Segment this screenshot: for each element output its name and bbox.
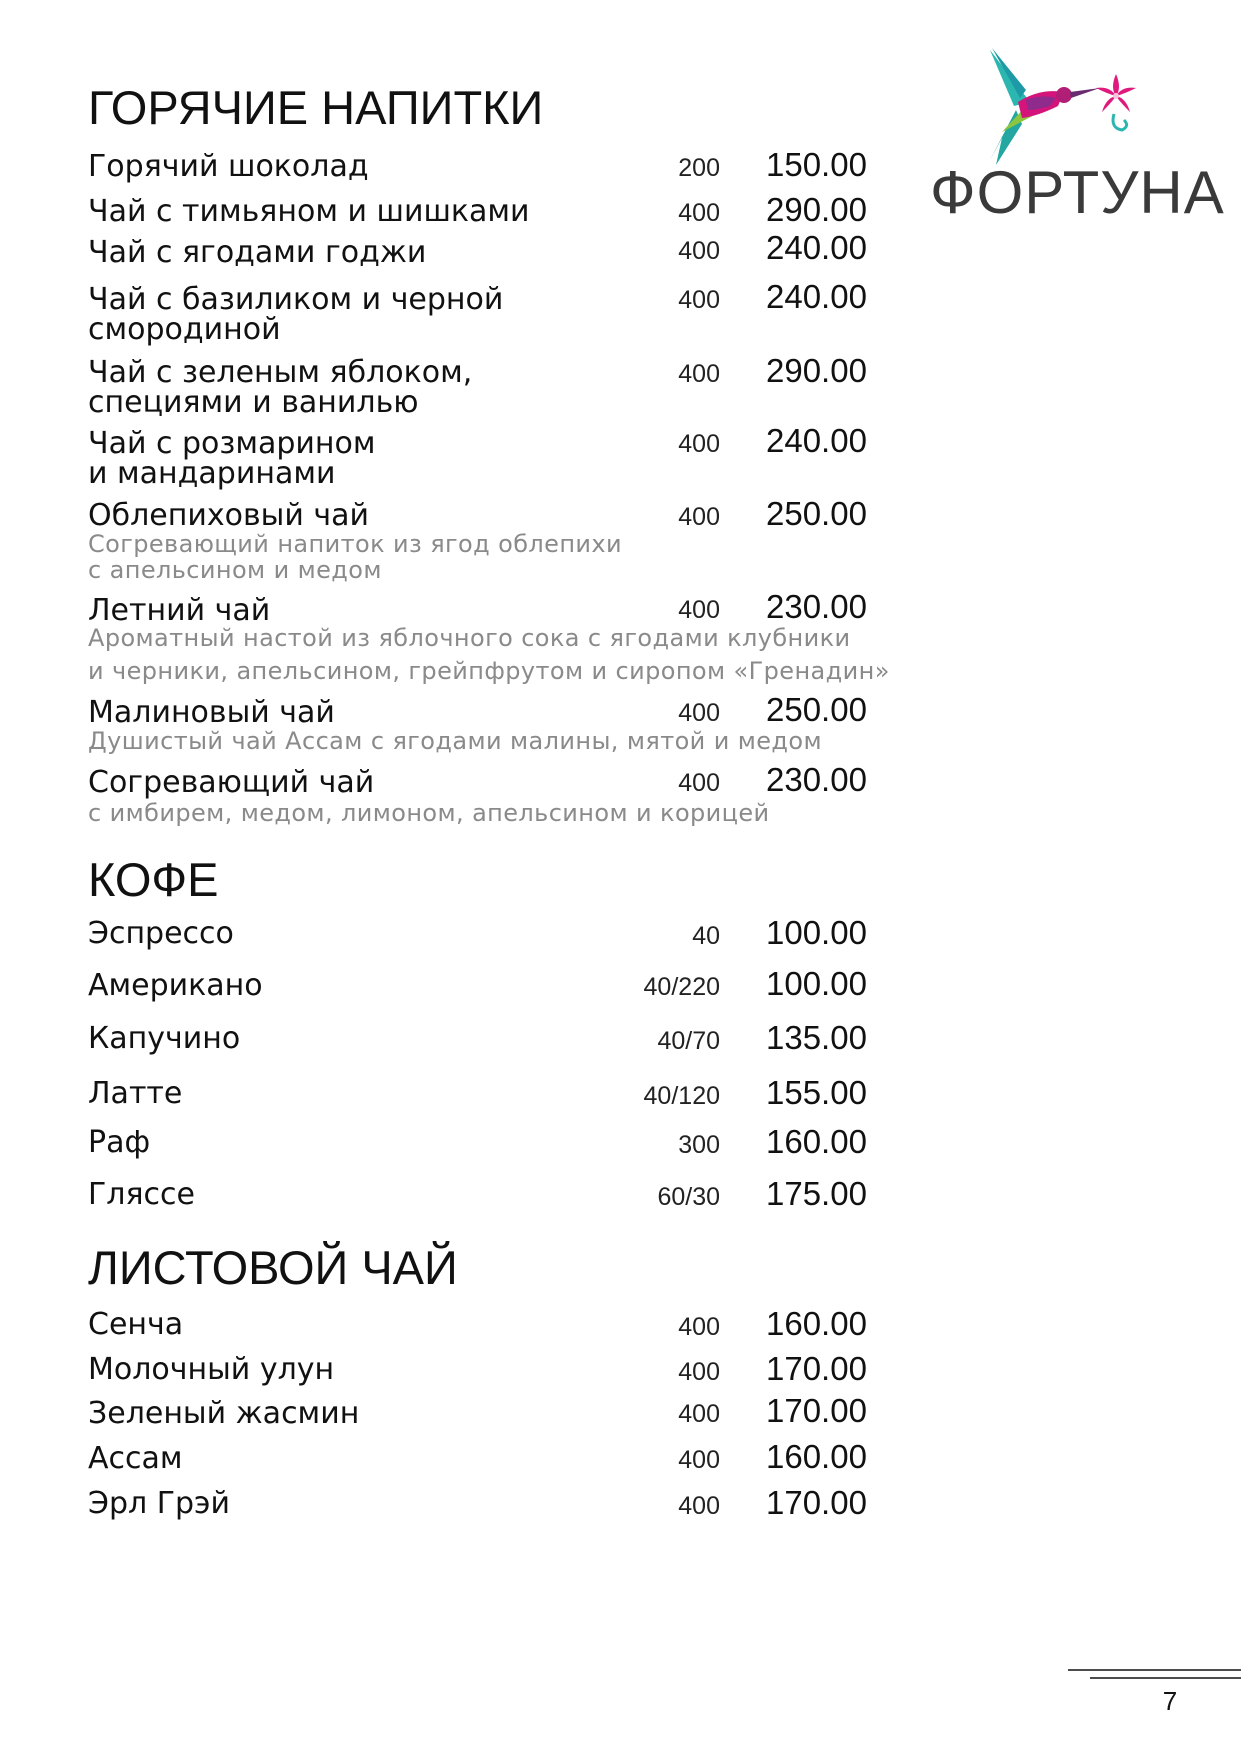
item-price: 100.00 [766, 965, 867, 1002]
item-qty: 400 [678, 1492, 720, 1520]
item-description: Душистый чай Ассам с ягодами малины, мятой и медом [88, 727, 822, 755]
item-qty: 400 [678, 199, 720, 227]
section-title-hot-drinks: ГОРЯЧИЕ НАПИТКИ [88, 81, 544, 134]
item-name: Капучино [88, 1021, 241, 1056]
item-name: Раф [88, 1125, 151, 1160]
item-qty: 40/220 [643, 973, 720, 1001]
item-price: 240.00 [766, 229, 867, 266]
item-qty: 400 [678, 237, 720, 265]
item-price: 250.00 [766, 691, 867, 728]
item-name-line2: и мандаринами [88, 456, 336, 491]
item-price: 230.00 [766, 588, 867, 625]
item-name: Гляссе [88, 1177, 195, 1212]
item-price: 290.00 [766, 352, 867, 389]
item-price: 170.00 [766, 1392, 867, 1429]
item-price: 290.00 [766, 191, 867, 228]
item-qty: 400 [678, 769, 720, 797]
item-qty: 400 [678, 286, 720, 314]
item-name: Согревающий чай [88, 765, 375, 800]
item-qty: 200 [678, 154, 720, 182]
item-name: Чай с ягодами годжи [88, 235, 427, 270]
item-name: Чай с базиликом и черной [88, 282, 504, 317]
item-name: Чай с тимьяном и шишками [88, 194, 530, 229]
item-qty: 400 [678, 430, 720, 458]
item-name: Эспрессо [88, 916, 234, 951]
item-qty: 400 [678, 596, 720, 624]
item-description: с имбирем, медом, лимоном, апельсином и корицей [88, 799, 770, 827]
item-price: 150.00 [766, 146, 867, 183]
item-qty: 400 [678, 503, 720, 531]
item-price: 160.00 [766, 1438, 867, 1475]
item-description: Ароматный настой из яблочного сока с ягодами клубники [88, 624, 851, 652]
item-price: 170.00 [766, 1350, 867, 1387]
item-qty: 400 [678, 1446, 720, 1474]
item-price: 100.00 [766, 914, 867, 951]
item-description-line2: и черники, апельсином, грейпфрутом и сиропом «Гренадин» [88, 657, 890, 685]
item-name: Горячий шоколад [88, 149, 369, 184]
item-qty: 400 [678, 1358, 720, 1386]
item-price: 240.00 [766, 422, 867, 459]
item-name: Американо [88, 968, 263, 1003]
item-name: Молочный улун [88, 1352, 335, 1387]
item-qty: 60/30 [657, 1183, 720, 1211]
item-name: Чай с зеленым яблоком, [88, 355, 473, 390]
brand-logo [930, 40, 1225, 230]
item-description: Согревающий напиток из ягод облепихи [88, 530, 623, 558]
page-number-divider [1068, 1668, 1241, 1682]
item-price: 170.00 [766, 1484, 867, 1521]
item-name-line2: смородиной [88, 312, 281, 347]
page-number: 7 [1162, 1686, 1178, 1716]
item-name: Летний чай [88, 593, 271, 628]
item-qty: 400 [678, 1313, 720, 1341]
item-name: Зеленый жасмин [88, 1396, 360, 1431]
section-title-leaf-tea: ЛИСТОВОЙ ЧАЙ [88, 1241, 458, 1294]
item-qty: 40 [692, 922, 720, 950]
item-qty: 300 [678, 1131, 720, 1159]
item-name-line2: специями и ванилью [88, 385, 419, 420]
item-price: 160.00 [766, 1305, 867, 1342]
item-qty: 40/70 [657, 1027, 720, 1055]
item-description-line2: с апельсином и медом [88, 556, 382, 584]
item-price: 240.00 [766, 278, 867, 315]
item-qty: 400 [678, 360, 720, 388]
item-name: Сенча [88, 1307, 184, 1342]
item-price: 135.00 [766, 1019, 867, 1056]
section-title-coffee: КОФЕ [88, 853, 219, 906]
item-qty: 40/120 [643, 1082, 720, 1110]
item-price: 160.00 [766, 1123, 867, 1160]
brand-name: ФОРТУНА [930, 159, 1225, 226]
item-price: 250.00 [766, 495, 867, 532]
hummingbird-flower-icon [930, 40, 1210, 170]
item-qty: 400 [678, 699, 720, 727]
item-name: Латте [88, 1076, 183, 1111]
item-name: Чай с розмарином [88, 426, 376, 461]
item-name: Малиновый чай [88, 695, 335, 730]
item-price: 155.00 [766, 1074, 867, 1111]
item-price: 175.00 [766, 1175, 867, 1212]
item-qty: 400 [678, 1400, 720, 1428]
item-name: Ассам [88, 1441, 183, 1476]
item-name: Эрл Грэй [88, 1486, 231, 1521]
item-name: Облепиховый чай [88, 498, 369, 533]
item-price: 230.00 [766, 761, 867, 798]
